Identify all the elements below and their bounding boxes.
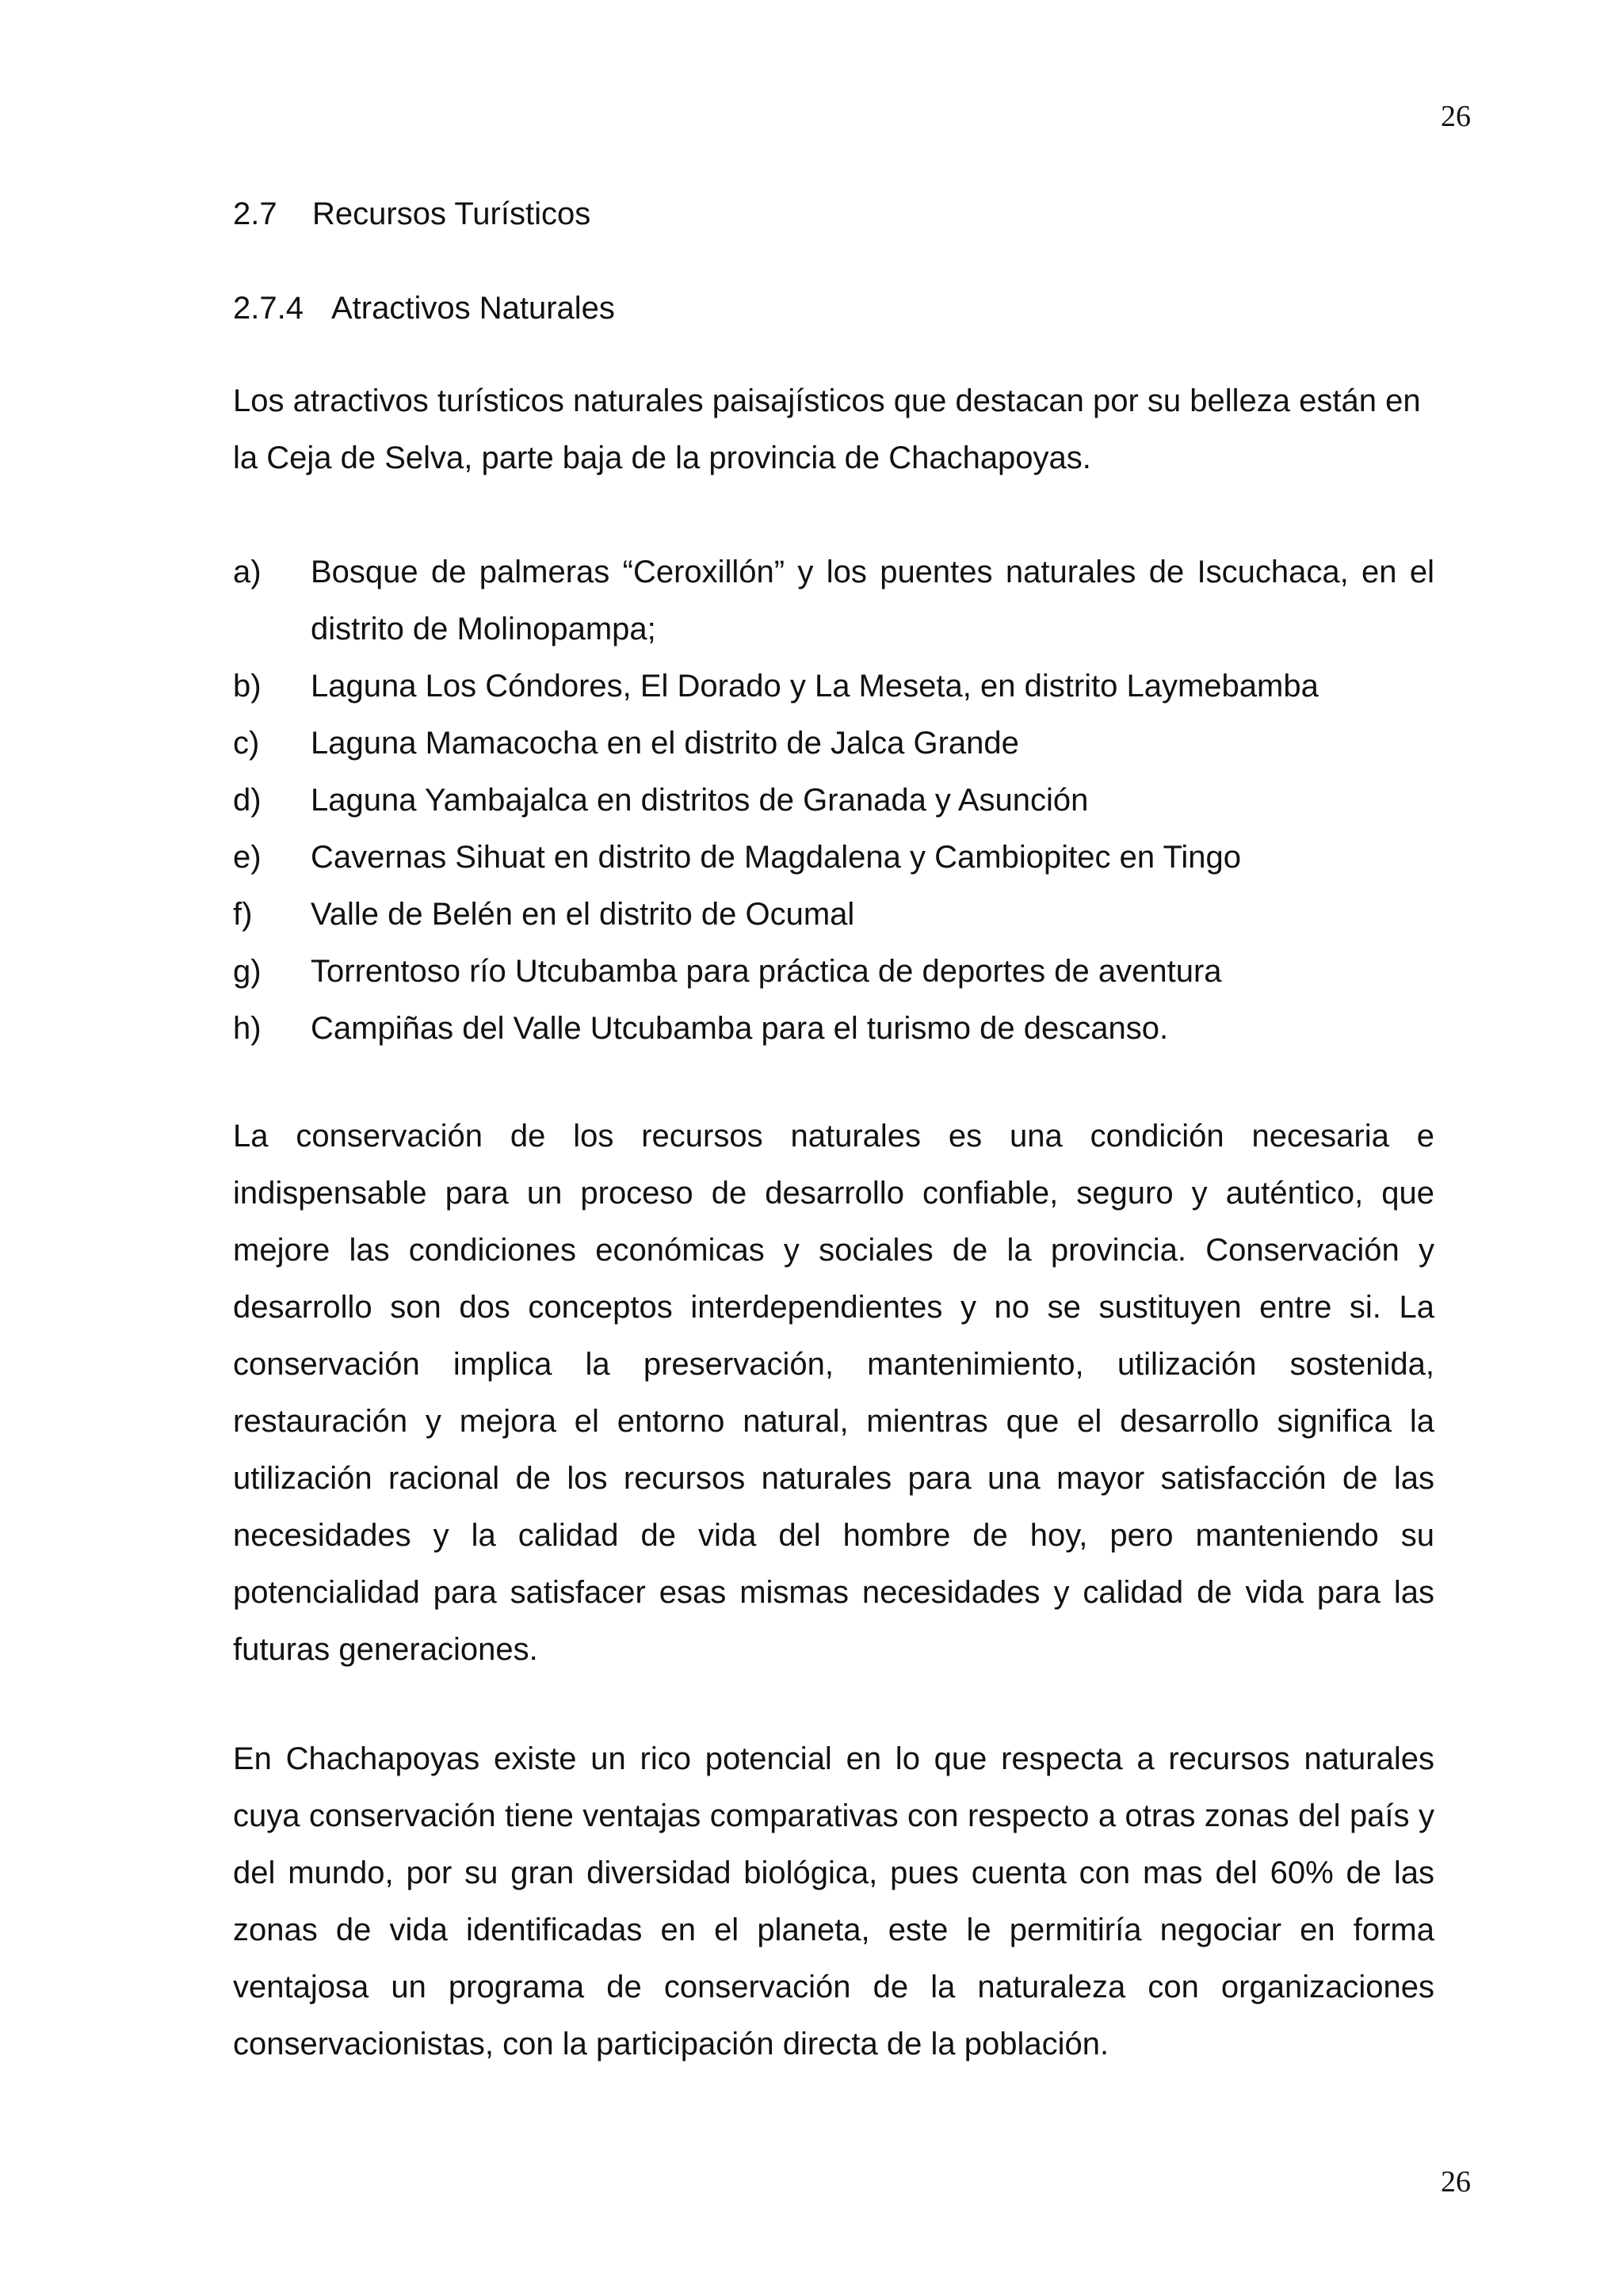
- section-number: 2.7: [233, 196, 277, 231]
- subsection-heading: [233, 292, 615, 324]
- list-marker: f): [233, 897, 253, 932]
- list-item-text: Laguna Yambajalca en distritos de Granada y Asunción: [311, 783, 1089, 818]
- chachapoyas-paragraph: En Chachapoyas existe un rico potencial en lo que respecta a recursos naturales cuya conservación tiene ventajas comparativas con respecto a otras zonas del país y del mundo, por su gran diversidad biológica, pues cuenta con mas del 60% de las zonas de vida identificadas en el planeta, este le permitiría negociar en forma ventajosa un programa de conservación de la naturaleza con organizaciones conservacionistas, con la participación directa de la población.: [233, 1741, 1434, 2061]
- list-marker: e): [233, 840, 262, 875]
- page-number-top: 26: [1441, 100, 1471, 133]
- list-item: [233, 772, 1434, 829]
- list-item: [233, 886, 1434, 943]
- conservation-paragraph: La conservación de los recursos naturales es una condición necesaria e indispensable para un proceso de desarrollo confiable, seguro y auténtico, que mejore las condiciones económicas y sociales de la provincia. Conservación y desarrollo son dos conceptos interdependientes y no se sustituyen entre si. La conservación implica la preservación, mantenimiento, utilización sostenida, restauración y mejora el entorno natural, mientras que el desarrollo significa la utilización racional de los recursos naturales para una mayor satisfacción de las necesidades y la calidad de vida del hombre de hoy, pero manteniendo su potencialidad para satisfacer esas mismas necesidades y calidad de vida para las futuras generaciones.: [233, 1119, 1434, 1667]
- list-item: [233, 829, 1434, 886]
- list-marker: a): [233, 555, 262, 589]
- list-item-text: Torrentoso río Utcubamba para práctica de deportes de aventura: [311, 954, 1222, 989]
- list-marker: g): [233, 954, 262, 989]
- list-item-text: Valle de Belén en el distrito de Ocumal: [311, 897, 855, 932]
- list-item-text: Campiñas del Valle Utcubamba para el turismo de descanso.: [311, 1011, 1169, 1046]
- list-marker: d): [233, 783, 262, 818]
- list-item: [233, 658, 1434, 715]
- list-item-text: Laguna Mamacocha en el distrito de Jalca Grande: [311, 726, 1019, 761]
- list-marker: h): [233, 1011, 262, 1046]
- list-item: [233, 1000, 1434, 1057]
- page-number-bottom: 26: [1441, 2165, 1471, 2199]
- intro-paragraph: Los atractivos turísticos naturales paisajísticos que destacan por su belleza están en la Ceja de Selva, parte baja de la provincia de Chachapoyas.: [233, 383, 1421, 475]
- subsection-title: Atractivos Naturales: [331, 291, 615, 326]
- list-item-text: Laguna Los Cóndores, El Dorado y La Meseta, en distrito Laymebamba: [311, 669, 1319, 704]
- list-item-text: Bosque de palmeras “Ceroxillón” y los puentes naturales de Iscuchaca, en el distrito de Molinopampa;: [311, 555, 1434, 646]
- list-item: [233, 943, 1434, 1000]
- list-marker: b): [233, 669, 262, 704]
- list-item: [233, 715, 1434, 772]
- subsection-number: 2.7.4: [233, 291, 304, 326]
- natural-attractions-list: [233, 543, 1434, 1057]
- list-item: [233, 543, 1434, 658]
- list-item-text: Cavernas Sihuat en distrito de Magdalena y Cambiopitec en Tingo: [311, 840, 1242, 875]
- section-title: Recursos Turísticos: [312, 196, 591, 231]
- list-marker: c): [233, 726, 260, 761]
- section-heading: [233, 198, 590, 230]
